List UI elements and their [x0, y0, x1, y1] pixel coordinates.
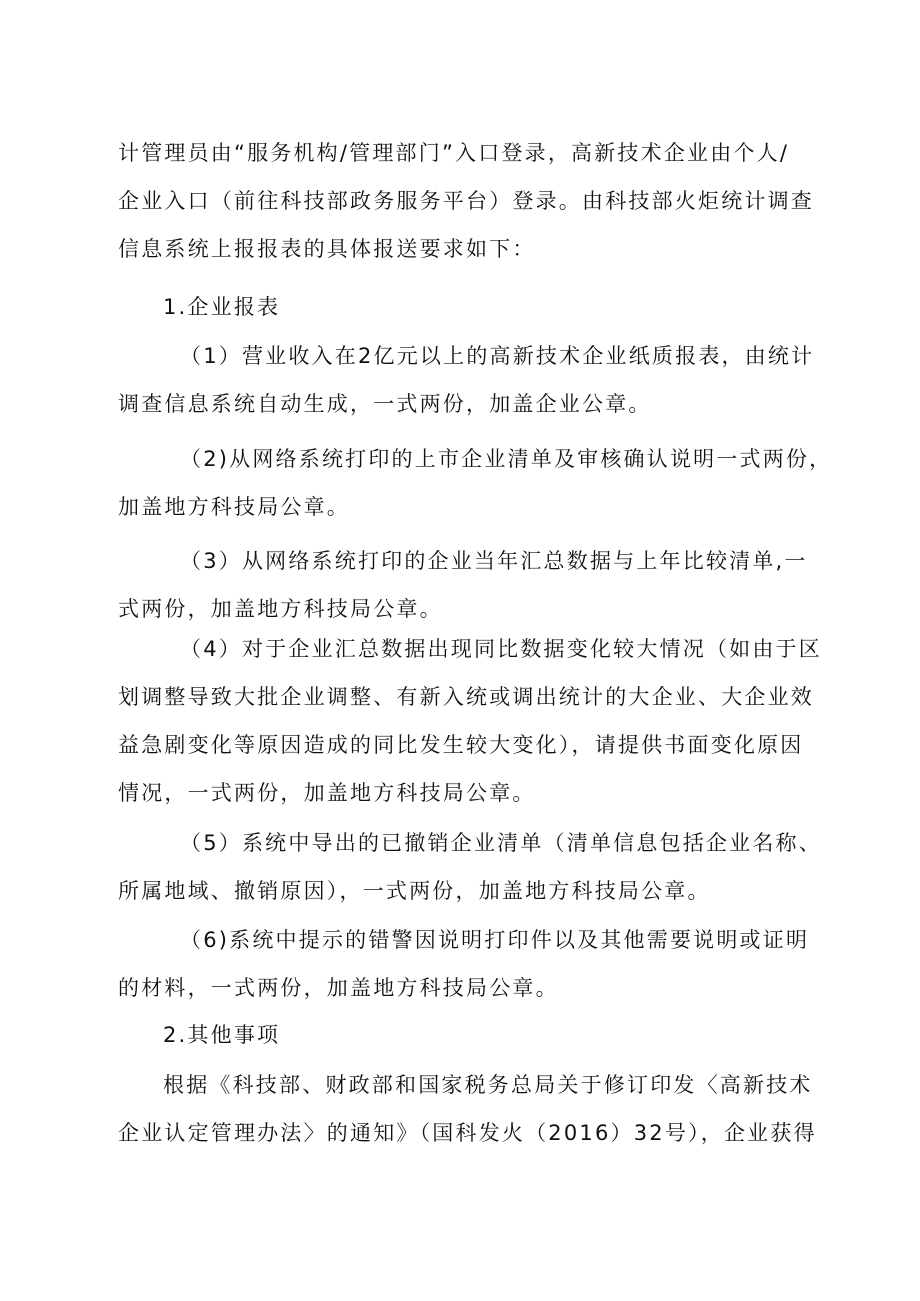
intro-paragraph	[118, 129, 818, 273]
text-line: 1.企业报表	[163, 295, 281, 319]
list-item-3	[118, 537, 818, 633]
text-line: （1）营业收入在2亿元以上的高新技术企业纸质报表，由统计	[180, 344, 815, 368]
list-item-4	[118, 625, 822, 817]
text-line: 划调整导致大批企业调整、有新入统或调出统计的大企业、大企业效	[118, 685, 814, 709]
text-line: 信息系统上报报表的具体报送要求如下：	[118, 237, 536, 261]
text-line: 加盖地方科技局公章。	[118, 495, 350, 519]
text-line: 情况，一式两份，加盖地方科技局公章。	[118, 781, 536, 805]
text-line: 所属地域、撤销原因），一式两份，加盖地方科技局公章。	[118, 879, 711, 903]
text-line: 企业入口（前往科技部政务服务平台）登录。由科技部火炬统计调查	[118, 189, 814, 213]
text-line: （5）系统中导出的已撤销企业清单（清单信息包括企业名称、	[180, 831, 822, 855]
section-heading-other-matters	[163, 1011, 863, 1059]
other-paragraph	[118, 1061, 818, 1157]
text-line: 根据《科技部、财政部和国家税务总局关于修订印发〈高新技术	[163, 1073, 813, 1097]
text-line: 调查信息系统自动生成，一式两份，加盖企业公章。	[118, 392, 652, 416]
text-line: 益急剧变化等原因造成的同比发生较大变化），请提供书面变化原因	[118, 733, 804, 757]
text-line: （4）对于企业汇总数据出现同比数据变化较大情况（如由于区	[180, 637, 822, 661]
text-line: 式两份，加盖地方科技局公章。	[118, 597, 443, 621]
text-line: 企业认定管理办法〉的通知》（国科发火（2016）32号），企业获得	[118, 1121, 817, 1145]
text-line: （6)系统中提示的错警因说明打印件以及其他需要说明或证明	[180, 928, 810, 952]
section-heading-company-reports	[163, 283, 863, 331]
text-line: 2.其他事项	[163, 1023, 281, 1047]
text-line: （3）从网络系统打印的企业当年汇总数据与上年比较清单,一	[180, 549, 808, 573]
list-item-6	[118, 916, 818, 1012]
list-item-5	[118, 819, 822, 915]
text-line: （2)从网络系统打印的上市企业清单及审核确认说明一式两份，	[180, 447, 833, 471]
text-line: 计管理员由“服务机构/管理部门”入口登录，高新技术企业由个人/	[118, 141, 790, 165]
list-item-1	[118, 332, 818, 428]
list-item-2	[118, 435, 833, 531]
text-line: 的材料，一式两份，加盖地方科技局公章。	[118, 976, 559, 1000]
